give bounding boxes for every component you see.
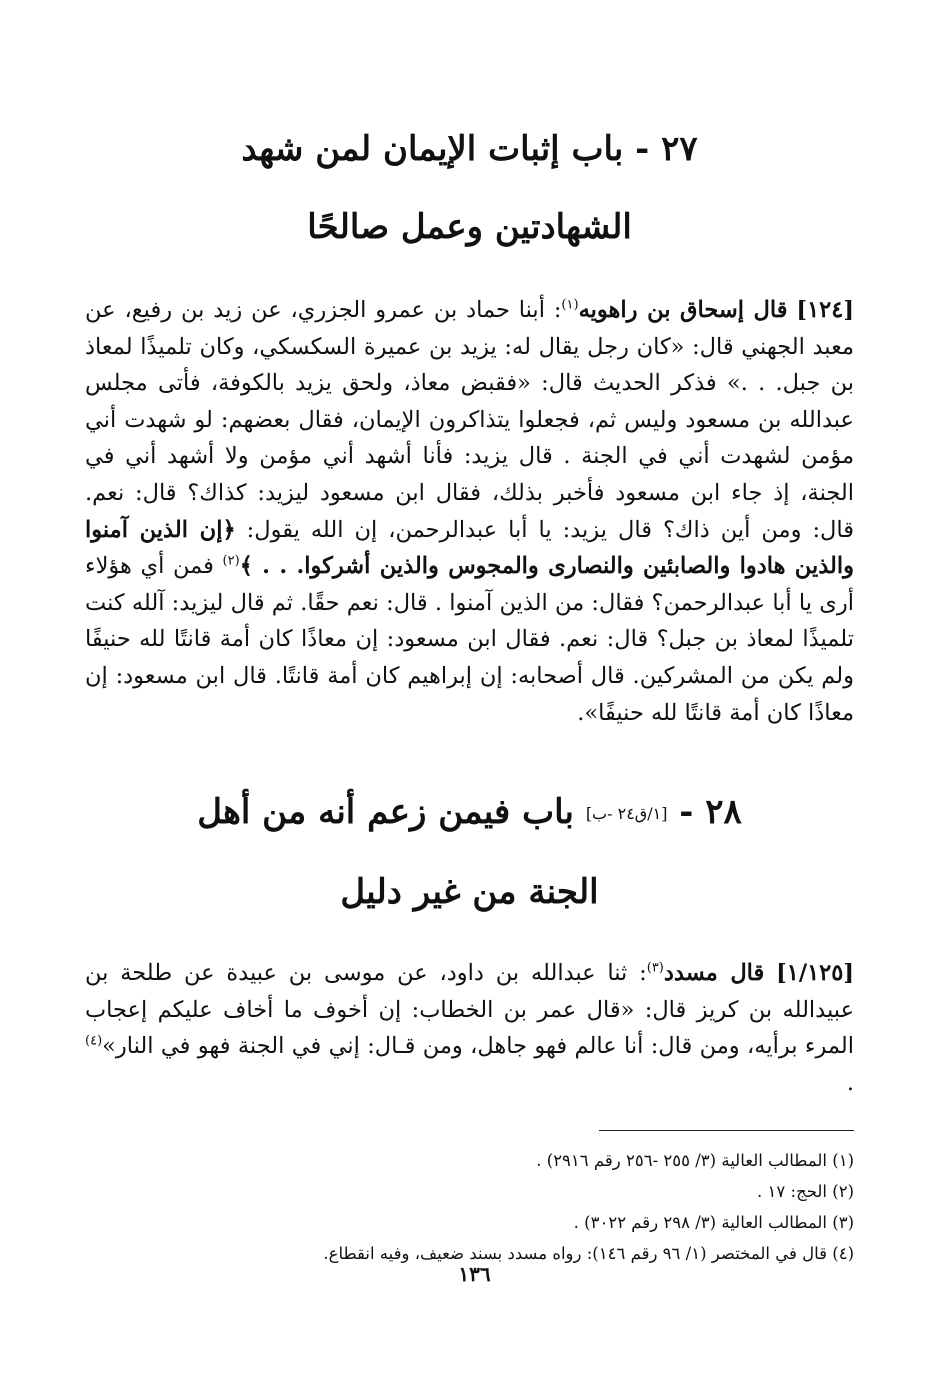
hadith-125 <box>85 955 854 1101</box>
footnote-1: (١) المطالب العالية (٣/ ٢٥٥ -٢٥٦ رقم ٢٩١٦) . <box>536 1150 854 1170</box>
chapter-28-number: ٢٨ - <box>679 792 742 833</box>
hadith-125-narrator: قال مسدد <box>663 960 765 987</box>
footnote-2: (٢) الحج: ١٧ . <box>757 1181 854 1201</box>
chapter-28-title-text: باب فيمن زعم أنه من أهل <box>197 792 574 833</box>
hadith-125-text-b: . <box>846 1069 854 1096</box>
hadith-124-text-a: : أبنا حماد بن عمرو الجزري، عن زيد بن رفيع، عن معبد الجهني قال: «كان رجل يقال له: يزيد بن عميرة السكسكي، وكان تلميذًا لمعاذ بن جبل. . .» فذكر الحديث قال: «فقبض معاذ، ولحق يزيد بالكوفة، فأتى مجلس عبدالله بن مسعود وليس ثم، فجعلوا يتذاكرون الإيمان، فقال بعضهم: لو شهدت أني مؤمن لشهدت أني في الجنة . قال يزيد: فأنا أشهد أني مؤمن ولا أشهد أني في الجنة، إذ جاء ابن مسعود فأخبر بذلك، فقال ابن مسعود ليزيد: كذاك؟ قال: نعم. قال: ومن أين ذاك؟ قال يزيد: يا أبا عبدالرحمن، إن الله يقول: <box>85 297 854 543</box>
chapter-28-title-line1 <box>85 773 854 853</box>
chapter-28-title <box>85 773 854 931</box>
footnote-ref-2: (٢) <box>222 553 240 569</box>
hadith-125-text-a: : ثنا عبدالله بن داود، عن موسى بن عبيدة عن طلحة بن عبيدالله بن كريز قال: «قال عمر بن الخطاب: إن أخوف ما أخاف عليكم إعجاب المرء برأيه، ومن قال: أنا عالم فهو جاهل، ومن قـال: إني في الجنة فهو في النار» <box>85 960 854 1060</box>
page-number: ١٣٦ <box>458 1262 491 1286</box>
manuscript-reference: [١/ق٢٤ -ب] <box>585 804 668 824</box>
footnote-3: (٣) المطالب العالية (٣/ ٢٩٨ رقم ٣٠٢٢) . <box>573 1212 854 1232</box>
footnote-ref-4: (٤) <box>85 1033 103 1049</box>
chapter-27-title-line2: الشهادتين وعمل صالحًا <box>307 207 632 247</box>
quran-verse: ﴿إن الذين آمنوا والذين هادوا والصابئين والنصارى والمجوس والذين أشركوا. . . ﴾ <box>85 516 854 580</box>
hadith-124-text-b: فمن أي هؤلاء أرى يا أبا عبدالرحمن؟ فقال: من الذين آمنوا . قال: نعم حقًا. ثم قال ليزيد: آلله كنت تلميذًا لمعاذ بن جبل؟ قال: نعم. فقال ابن مسعود: إن معاذًا كان أمة قانتًا لله حنيفًا ولم يكن من المشركين. قال أصحابه: إن إبراهيم كان أمة قانتًا. قال ابن مسعود: إن معاذًا كان أمة قانتًا لله حنيفًا». <box>85 553 854 726</box>
footnote-ref-1: (١) <box>561 297 579 313</box>
footnotes <box>85 1145 854 1269</box>
hadith-124-number: [١٢٤] <box>796 297 854 323</box>
chapter-27-title <box>85 110 854 266</box>
footnote-separator <box>599 1130 854 1131</box>
hadith-124-narrator: قال إسحاق بن راهويه <box>578 297 788 323</box>
chapter-27-title-line1: ٢٧ - باب إثبات الإيمان لمن شهد <box>241 129 698 169</box>
chapter-28-title-line2: الجنة من غير دليل <box>340 872 599 913</box>
hadith-125-number: [١/١٢٥] <box>776 960 854 987</box>
footnote-ref-3: (٣) <box>646 960 664 976</box>
hadith-124 <box>85 292 854 731</box>
footnote-4: (٤) قال في المختصر (١/ ٩٦ رقم ١٤٦): رواه مسدد بسند ضعيف، وفيه انقطاع. <box>323 1243 854 1263</box>
